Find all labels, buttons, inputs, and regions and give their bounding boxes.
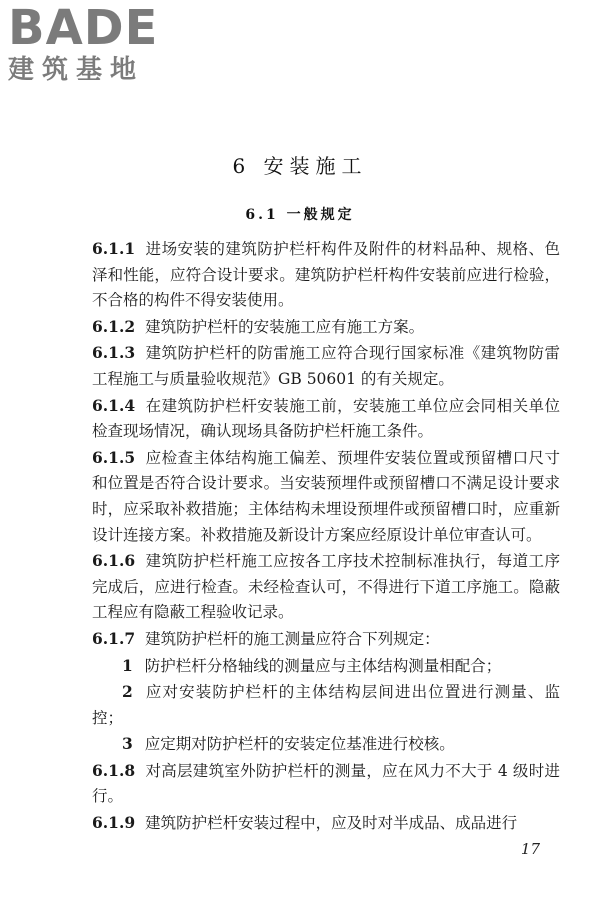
clause-number: 6.1.9 (92, 813, 136, 833)
section-title: 6.1 一般规定 (245, 207, 355, 223)
clause-number: 6.1.5 (92, 447, 136, 467)
clause-number: 6.1.2 (92, 316, 136, 336)
list-item-number: 1 (122, 655, 133, 675)
page-number: 17 (520, 840, 540, 858)
list-item-number: 3 (122, 734, 133, 754)
clause-text: 对高层建筑室外防护栏杆的测量，应在风力不大于 4 级时进行。 (92, 761, 560, 806)
clause-text: 建筑防护栏杆的防雷施工应符合现行国家标准《建筑物防雷工程施工与质量验收规范》GB 50601 的有关规定。 (92, 344, 560, 388)
clause-text: 应检查主体结构施工偏差、预埋件安装位置或预留槽口尺寸和位置是否符合设计要求。当安装预埋件或预留槽口不满足设计要求时，应采取补救措施；主体结构未埋设预埋件或预留槽口时，应重新设计连接方案。补救措施及新设计方案应经原设计单位审查认可。 (92, 448, 560, 544)
bade-logo (8, 2, 173, 86)
logo-subtitle: 建筑基地 (8, 55, 145, 85)
list-item-number: 2 (122, 682, 133, 702)
clause-6-1-1 (92, 236, 560, 314)
clause-6-1-6 (92, 548, 560, 626)
clause-number: 6.1.1 (92, 239, 136, 258)
clause-6-1-4 (92, 393, 560, 445)
clause-text: 建筑防护栏杆的施工测量应符合下列规定： (145, 629, 440, 648)
clause-6-1-3 (92, 340, 560, 392)
clause-6-1-5 (92, 445, 560, 548)
clause-number: 6.1.4 (92, 395, 136, 415)
chapter-title: 6 安装施工 (232, 154, 368, 178)
clause-number: 6.1.3 (92, 343, 136, 363)
list-item (92, 653, 560, 680)
clause-6-1-7 (92, 626, 560, 653)
body-text (92, 236, 560, 837)
clause-text: 进场安装的建筑防护栏杆构件及附件的材料品种、规格、色泽和性能，应符合设计要求。建筑防护栏杆构件安装前应进行检验，不合格的构件不得安装使用。 (92, 240, 560, 310)
list-item (92, 679, 560, 731)
logo-wordmark: BADE (8, 0, 159, 56)
clause-number: 6.1.8 (92, 760, 136, 780)
clause-text: 在建筑防护栏杆安装施工前，安装施工单位应会同相关单位检查现场情况，确认现场具备防护栏杆施工条件。 (92, 396, 560, 441)
clause-6-1-2 (92, 314, 560, 341)
clause-text: 建筑防护栏杆安装过程中，应及时对半成品、成品进行 (145, 814, 518, 833)
clause-text: 建筑防护栏杆施工应按各工序技术控制标准执行，每道工序完成后，应进行检查。未经检查认可，不得进行下道工序施工。隐蔽工程应有隐蔽工程验收记录。 (92, 552, 560, 622)
clause-6-1-9 (92, 810, 560, 837)
clause-number: 6.1.7 (92, 628, 136, 648)
list-item-text: 应对安装防护栏杆的主体结构层间进出位置进行测量、监控； (92, 683, 560, 727)
clause-6-1-8 (92, 758, 560, 810)
list-item (92, 731, 560, 758)
list-item-text: 应定期对防护栏杆的安装定位基准进行校核。 (144, 735, 455, 754)
clause-text: 建筑防护栏杆的安装施工应有施工方案。 (145, 317, 425, 336)
list-item-text: 防护栏杆分格轴线的测量应与主体结构测量相配合； (144, 656, 502, 675)
clause-number: 6.1.6 (92, 551, 136, 571)
